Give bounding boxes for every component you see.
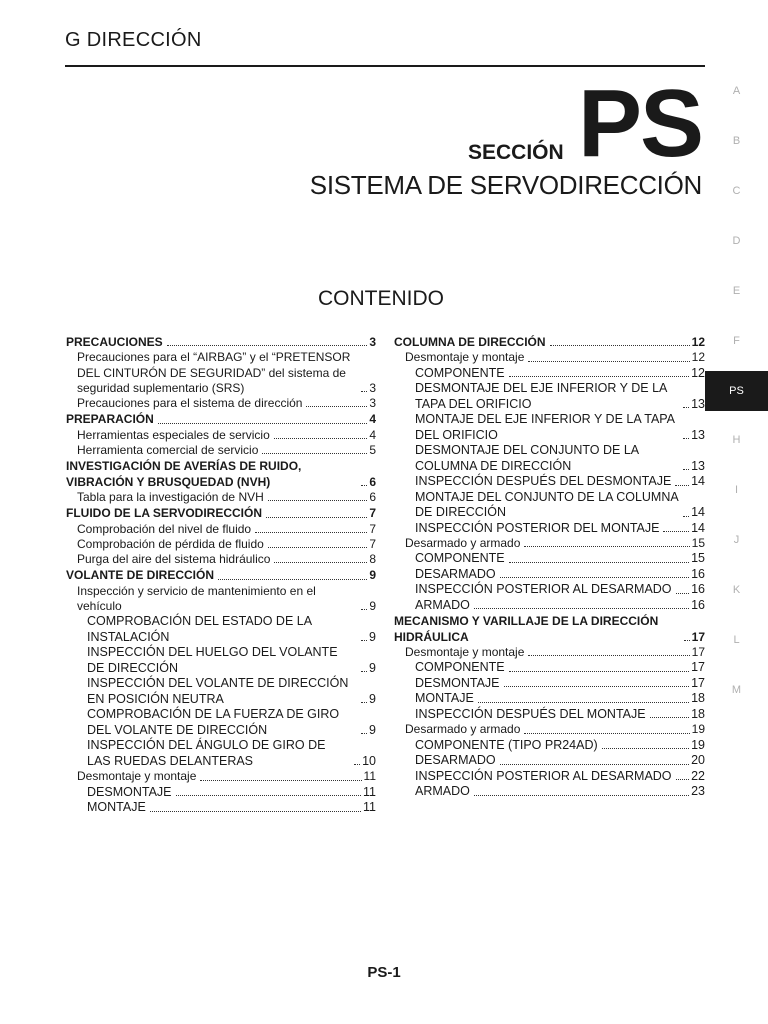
toc-entry-title: DESARMADO (415, 566, 496, 581)
toc-entry-title: ARMADO (415, 597, 470, 612)
toc-entry-title: DESMONTAJE DEL EJE INFERIOR Y DE LA TAPA DEL ORIFICIO (415, 381, 667, 411)
toc-entry-page: 11 (363, 800, 376, 815)
toc-entry-title: INVESTIGACIÓN DE AVERÍAS DE RUIDO, VIBRACIÓN Y BRUSQUEDAD (NVH) (66, 459, 302, 489)
toc-entry-page: 3 (369, 380, 376, 395)
dot-leader (509, 562, 690, 563)
dot-leader (509, 671, 690, 672)
section-title: SISTEMA DE SERVODIRECCIÓN (309, 170, 702, 200)
toc-entry-page: 4 (369, 427, 376, 442)
section-tab-h[interactable]: H (732, 434, 741, 446)
toc-entry-page: 13 (691, 458, 705, 473)
toc-entry-page: 8 (369, 552, 376, 567)
toc-entry-title: INSPECCIÓN POSTERIOR AL DESARMADO (415, 582, 672, 597)
toc-entry-page: 9 (369, 660, 376, 675)
toc-entry-title: COMPONENTE (415, 551, 505, 566)
toc-entry-page: 14 (691, 505, 705, 520)
toc-entry[interactable] (66, 568, 376, 583)
toc-entry-title: Comprobación del nivel de fluido (77, 521, 252, 536)
section-tabs (705, 0, 768, 1024)
toc-entry-title: FLUIDO DE LA SERVODIRECCIÓN (66, 506, 263, 521)
toc-entry[interactable] (66, 350, 376, 396)
toc-entry-title: INSPECCIÓN DESPUÉS DEL MONTAJE (415, 706, 646, 721)
toc-entry-page: 17 (691, 644, 705, 659)
dot-leader (474, 608, 689, 609)
toc-entry-title: INSPECCIÓN POSTERIOR AL DESARMADO (415, 768, 672, 783)
toc-entry-page: 12 (691, 350, 705, 365)
toc-entry[interactable] (66, 522, 376, 537)
toc-entry-page: 22 (691, 768, 705, 783)
toc-entry-page: 3 (369, 396, 376, 411)
toc-entry[interactable] (394, 784, 705, 800)
section-tab-a[interactable]: A (732, 85, 741, 97)
toc-entry-title: ARMADO (415, 784, 470, 799)
toc-entry[interactable] (394, 691, 705, 707)
toc-entry-page: 13 (691, 396, 705, 411)
toc-entry[interactable] (66, 335, 376, 350)
toc-entry-title: Precauciones para el sistema de dirección (77, 396, 303, 411)
dot-leader (361, 485, 367, 486)
section-tab-b[interactable]: B (732, 135, 741, 147)
dot-leader (474, 795, 689, 796)
dot-leader (218, 579, 367, 580)
dot-leader (361, 671, 367, 672)
dot-leader (683, 469, 689, 470)
toc-entry-title: DESMONTAJE (87, 784, 172, 799)
toc-entry-title: Desmontaje y montaje (77, 769, 197, 784)
header-divider (65, 65, 705, 67)
toc-entry-page: 13 (691, 427, 705, 442)
toc-entry-title: INSPECCIÓN DEL ÁNGULO DE GIRO DE LAS RUEDAS DELANTERAS (87, 738, 326, 768)
chapter-title: G DIRECCIÓN (65, 29, 202, 51)
section-tab-k[interactable]: K (732, 584, 741, 596)
dot-leader (602, 748, 689, 749)
dot-leader (478, 702, 689, 703)
dot-leader (550, 345, 690, 346)
toc-entry[interactable] (66, 490, 376, 505)
toc-entry-page: 9 (369, 629, 376, 644)
toc-entry-title: PREPARACIÓN (66, 412, 154, 427)
toc-entry-title: INSPECCIÓN DESPUÉS DEL DESMONTAJE (415, 474, 672, 489)
dot-leader (663, 531, 689, 532)
toc-entry-page: 15 (691, 551, 705, 566)
section-tab-ps[interactable]: PS (705, 371, 768, 411)
dot-leader (262, 453, 367, 454)
toc-entry[interactable] (66, 707, 376, 738)
toc-entry-page: 18 (691, 691, 705, 706)
toc-entry-page: 9 (369, 691, 376, 706)
toc-entry-title: MONTAJE (87, 800, 146, 815)
toc-entry[interactable] (394, 707, 705, 723)
toc-entry-title: COLUMNA DE DIRECCIÓN (394, 335, 546, 349)
toc-entry[interactable] (66, 552, 376, 567)
toc-entry[interactable] (66, 537, 376, 552)
toc-entry-title: MONTAJE DEL EJE INFERIOR Y DE LA TAPA DEL ORIFICIO (415, 412, 675, 442)
toc-entry[interactable] (66, 412, 376, 427)
toc-entry-page: 6 (369, 489, 376, 504)
dot-leader (266, 517, 367, 518)
toc-entry[interactable] (66, 676, 376, 707)
section-tab-m[interactable]: M (731, 684, 742, 696)
toc-entry[interactable] (66, 584, 376, 615)
contents-heading: CONTENIDO (318, 287, 444, 310)
toc-entry-page: 17 (691, 675, 705, 690)
toc-entry-title: PRECAUCIONES (66, 335, 163, 349)
toc-entry-title: INSPECCIÓN DEL VOLANTE DE DIRECCIÓN EN POSICIÓN NEUTRA (87, 676, 349, 706)
toc-entry-title: Herramienta comercial de servicio (77, 443, 259, 458)
dot-leader (528, 655, 689, 656)
section-tab-f[interactable]: F (733, 335, 740, 347)
toc-entry-title: DESMONTAJE DEL CONJUNTO DE LA COLUMNA DE DIRECCIÓN (415, 443, 639, 473)
page-number: PS-1 (367, 964, 401, 981)
dot-leader (274, 562, 367, 563)
section-tab-i[interactable]: I (734, 484, 739, 496)
toc-entry[interactable] (66, 459, 376, 490)
dot-leader (509, 376, 690, 377)
toc-left-column (66, 334, 376, 816)
toc-entry[interactable] (394, 490, 705, 521)
toc-entry-title: Herramientas especiales de servicio (77, 427, 270, 442)
toc-entry-page: 7 (369, 521, 376, 536)
toc-entry-page: 11 (363, 784, 376, 799)
toc-entry[interactable] (66, 396, 376, 411)
dot-leader (167, 345, 368, 346)
dot-leader (306, 406, 367, 407)
toc-entry-title: Inspección y servicio de mantenimiento en el vehículo (77, 583, 316, 614)
toc-entry[interactable] (66, 614, 376, 645)
toc-entry-title: COMPONENTE (415, 660, 505, 675)
toc-entry[interactable] (394, 722, 705, 737)
toc-entry[interactable] (394, 753, 705, 769)
toc-entry-page: 4 (369, 412, 376, 427)
dot-leader (524, 733, 689, 734)
toc-entry-page: 14 (691, 474, 705, 489)
toc-entry[interactable] (66, 738, 376, 769)
toc-entry[interactable] (66, 769, 376, 784)
toc-entry-title: Desmontaje y montaje (405, 644, 525, 659)
toc-entry-page: 19 (691, 722, 705, 737)
toc-entry[interactable] (394, 474, 705, 490)
toc-entry-title: INSPECCIÓN DEL HUELGO DEL VOLANTE DE DIRECCIÓN (87, 645, 338, 675)
toc-entry-page: 19 (691, 737, 705, 752)
toc-entry-title: MONTAJE DEL CONJUNTO DE LA COLUMNA DE DIRECCIÓN (415, 489, 679, 520)
toc-entry-title: COMPONENTE (415, 365, 505, 380)
dot-leader (500, 764, 690, 765)
toc-entry-page: 17 (691, 660, 705, 675)
section-tab-d[interactable]: D (732, 235, 741, 247)
dot-leader (268, 547, 368, 548)
dot-leader (176, 795, 362, 796)
toc-entry[interactable] (394, 551, 705, 567)
dot-leader (683, 407, 689, 408)
toc-entry-title: VOLANTE DE DIRECCIÓN (66, 568, 215, 583)
toc-entry[interactable] (394, 769, 705, 785)
toc-entry-page: 9 (369, 568, 376, 583)
toc-entry-title: Purga del aire del sistema hidráulico (77, 552, 271, 567)
toc-entry-page: 12 (691, 335, 705, 349)
dot-leader (684, 640, 690, 641)
toc-entry-page: 11 (363, 769, 376, 784)
toc-entry[interactable] (66, 428, 376, 443)
toc-entry-title: Desarmado y armado (405, 536, 521, 551)
dot-leader (268, 500, 368, 501)
toc-entry-page: 16 (691, 582, 705, 597)
dot-leader (683, 516, 689, 517)
toc-entry-page: 7 (369, 506, 376, 521)
toc-entry-page: 7 (369, 536, 376, 551)
toc-entry[interactable] (394, 335, 705, 350)
toc-entry-title: Precauciones para el “AIRBAG” y el “PRETENSOR DEL CINTURÓN DE SEGURIDAD” del sistema de seguridad suplementario (SRS) (77, 350, 351, 395)
toc-entry-title: DESMONTAJE (415, 675, 500, 690)
toc-entry-page: 16 (691, 597, 705, 612)
dot-leader (676, 593, 690, 594)
toc-entry[interactable] (66, 645, 376, 676)
toc-entry-page: 16 (691, 566, 705, 581)
section-tab-l[interactable]: L (733, 634, 740, 646)
toc-entry-page: 12 (691, 365, 705, 380)
dot-leader (255, 532, 367, 533)
toc-entry-title: DESARMADO (415, 753, 496, 768)
section-tab-e[interactable]: E (732, 285, 741, 297)
toc-entry[interactable] (394, 366, 705, 382)
toc-entry-page: 10 (362, 753, 376, 768)
section-tab-j[interactable]: J (733, 534, 740, 546)
toc-entry-title: MONTAJE (415, 691, 474, 706)
toc-entry-title: COMPROBACIÓN DE LA FUERZA DE GIRO DEL VOLANTE DE DIRECCIÓN (87, 707, 340, 737)
toc-entry[interactable] (394, 412, 705, 443)
dot-leader (500, 577, 690, 578)
dot-leader (150, 811, 361, 812)
toc-entry-page: 18 (691, 706, 705, 721)
dot-leader (361, 702, 367, 703)
toc-entry[interactable] (394, 660, 705, 676)
toc-entry-title: COMPONENTE (TIPO PR24AD) (415, 737, 598, 752)
dot-leader (361, 733, 367, 734)
toc-entry[interactable] (66, 506, 376, 521)
dot-leader (361, 609, 367, 610)
toc-entry[interactable] (394, 443, 705, 474)
toc-entry[interactable] (394, 521, 705, 537)
toc-entry-page: 9 (369, 722, 376, 737)
toc-entry-title: INSPECCIÓN POSTERIOR DEL MONTAJE (415, 520, 660, 535)
toc-entry[interactable] (394, 738, 705, 754)
dot-leader (361, 391, 367, 392)
dot-leader (524, 546, 689, 547)
toc-entry[interactable] (66, 800, 376, 816)
toc-entry[interactable] (394, 381, 705, 412)
toc-entry[interactable] (394, 676, 705, 692)
dot-leader (200, 780, 361, 781)
toc-entry[interactable] (66, 785, 376, 801)
toc-entry-title: MECANISMO Y VARILLAJE DE LA DIRECCIÓN HIDRÁULICA (394, 614, 659, 644)
toc-entry-page: 14 (691, 520, 705, 535)
toc-entry-page: 23 (691, 784, 705, 799)
toc-entry-page: 20 (691, 753, 705, 768)
dot-leader (650, 717, 689, 718)
dot-leader (675, 485, 689, 486)
toc-entry-title: Comprobación de pérdida de fluido (77, 536, 264, 551)
dot-leader (683, 438, 689, 439)
dot-leader (676, 779, 690, 780)
toc-entry-page: 15 (691, 536, 705, 551)
toc-entry-page: 3 (369, 335, 376, 349)
toc-right-column (394, 334, 705, 800)
toc-entry-page: 6 (369, 474, 376, 489)
toc-entry-page: 17 (691, 629, 705, 644)
toc-entry[interactable] (394, 645, 705, 660)
toc-entry-title: Desmontaje y montaje (405, 350, 525, 365)
toc-entry[interactable] (394, 350, 705, 365)
toc-entry-page: 5 (369, 443, 376, 458)
dot-leader (274, 438, 368, 439)
section-tab-c[interactable]: C (732, 185, 741, 197)
toc-entry-page: 9 (369, 599, 376, 614)
dot-leader (361, 640, 367, 641)
dot-leader (354, 764, 360, 765)
toc-entry-title: COMPROBACIÓN DEL ESTADO DE LA INSTALACIÓN (87, 614, 312, 644)
toc-entry[interactable] (394, 598, 705, 614)
toc-entry-title: Tabla para la investigación de NVH (77, 489, 264, 504)
toc-entry[interactable] (394, 536, 705, 551)
toc-entry[interactable] (394, 582, 705, 598)
dot-leader (528, 361, 689, 362)
toc-entry[interactable] (394, 567, 705, 583)
dot-leader (504, 686, 690, 687)
toc-entry[interactable] (66, 443, 376, 458)
section-code: PS (578, 70, 703, 177)
section-label: SECCIÓN (468, 141, 564, 164)
dot-leader (158, 423, 368, 424)
toc-entry[interactable] (394, 614, 705, 645)
toc-entry-title: Desarmado y armado (405, 722, 521, 737)
